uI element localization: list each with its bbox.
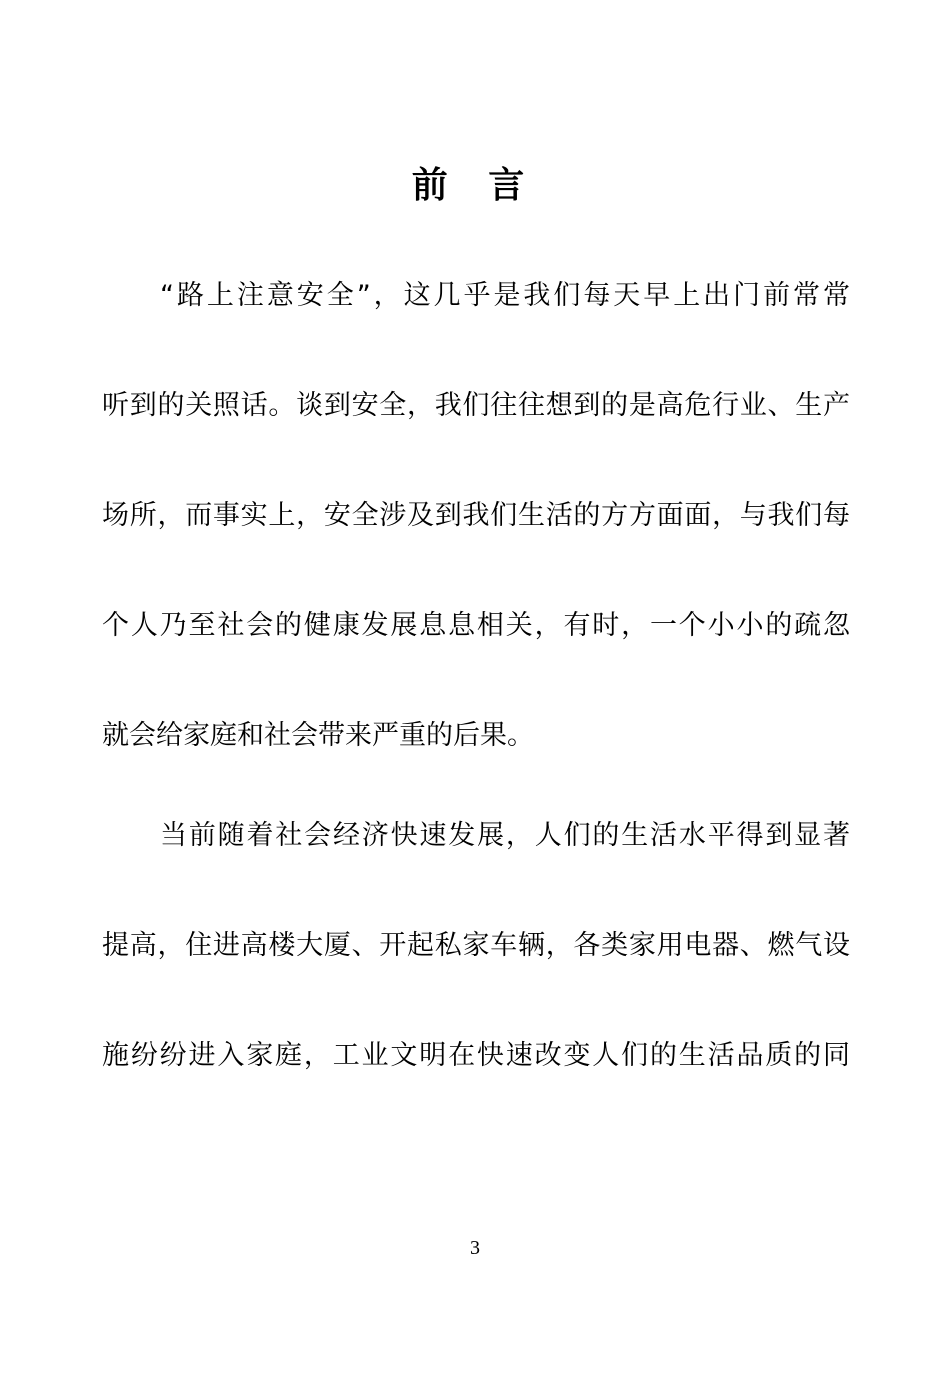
paragraph-2-line-2: 提高，住进高楼大厦、开起私家车辆，各类家用电器、燃气设 bbox=[102, 930, 850, 961]
paragraph-1-line-4: 个人乃至社会的健康发展息息相关，有时，一个小小的疏忽 bbox=[102, 610, 850, 641]
paragraph-2-line-1: 当前随着社会经济快速发展，人们的生活水平得到显著 bbox=[160, 820, 850, 851]
paragraph-1-line-1: “路上注意安全”，这几乎是我们每天早上出门前常常 bbox=[160, 280, 850, 311]
paragraph-1-line-3: 场所，而事实上，安全涉及到我们生活的方方面面，与我们每 bbox=[102, 500, 850, 531]
paragraph-1-line-2: 听到的关照话。谈到安全，我们往往想到的是高危行业、生产 bbox=[102, 390, 850, 421]
paragraph-1-line-5: 就会给家庭和社会带来严重的后果。 bbox=[102, 720, 534, 751]
paragraph-2-line-3: 施纷纷进入家庭，工业文明在快速改变人们的生活品质的同 bbox=[102, 1040, 850, 1071]
page-title: 前 言 bbox=[411, 165, 539, 206]
page-number: 3 bbox=[470, 1237, 480, 1259]
